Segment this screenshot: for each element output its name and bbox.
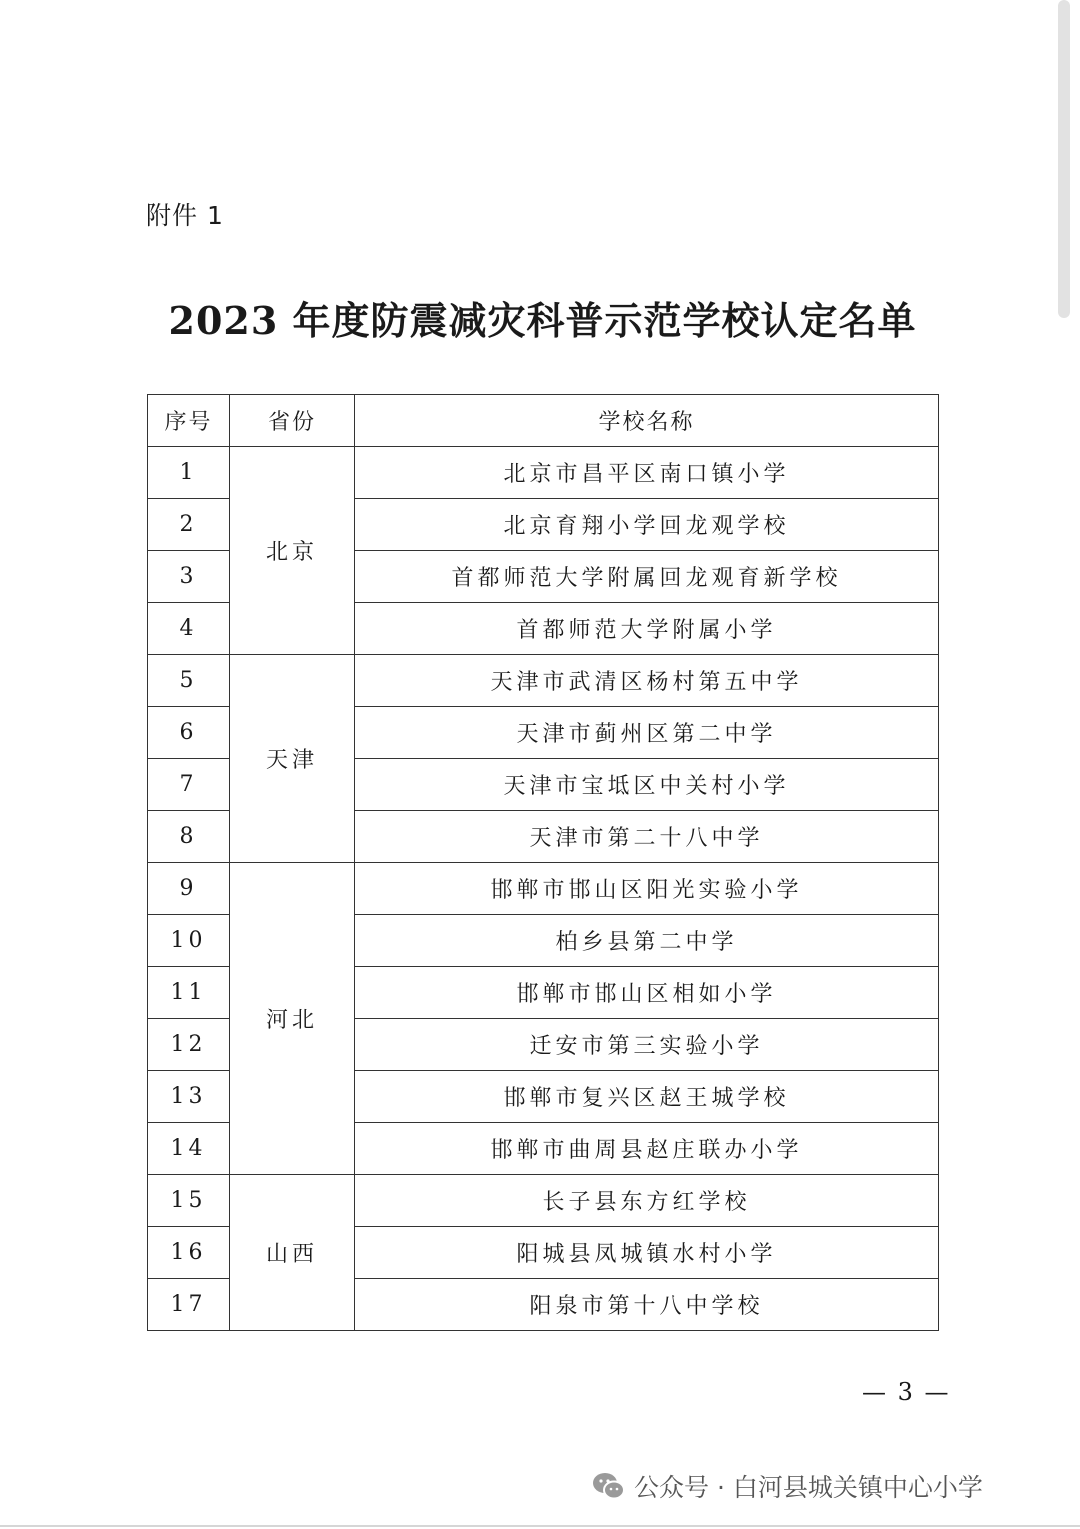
school-name: 北京育翔小学回龙观学校 xyxy=(355,499,939,551)
page-number: — 3 — xyxy=(862,1378,951,1406)
row-number: 16 xyxy=(148,1227,230,1279)
row-number: 10 xyxy=(148,915,230,967)
school-name: 阳泉市第十八中学校 xyxy=(355,1279,939,1331)
school-name: 阳城县凤城镇水村小学 xyxy=(355,1227,939,1279)
row-number: 13 xyxy=(148,1071,230,1123)
row-number: 11 xyxy=(148,967,230,1019)
table-row xyxy=(148,1175,939,1227)
row-number: 8 xyxy=(148,811,230,863)
province-cell: 天津 xyxy=(230,655,355,863)
table-header-row xyxy=(148,395,939,447)
row-number: 5 xyxy=(148,655,230,707)
table-row xyxy=(148,655,939,707)
province-cell: 北京 xyxy=(230,447,355,655)
school-name: 北京市昌平区南口镇小学 xyxy=(355,447,939,499)
province-cell: 山西 xyxy=(230,1175,355,1331)
row-number: 15 xyxy=(148,1175,230,1227)
document-title: 2023 年度防震减灾科普示范学校认定名单 xyxy=(168,298,917,343)
school-name: 天津市宝坻区中关村小学 xyxy=(355,759,939,811)
row-number: 2 xyxy=(148,499,230,551)
school-name: 迁安市第三实验小学 xyxy=(355,1019,939,1071)
row-number: 4 xyxy=(148,603,230,655)
table-body xyxy=(148,447,939,1331)
row-number: 12 xyxy=(148,1019,230,1071)
footer-text: 公众号 · 白河县城关镇中心小学 xyxy=(634,1473,983,1502)
school-list-table xyxy=(147,394,939,1331)
header-school: 学校名称 xyxy=(355,395,939,447)
bottom-divider xyxy=(0,1525,1080,1527)
row-number: 17 xyxy=(148,1279,230,1331)
school-name: 天津市武清区杨村第五中学 xyxy=(355,655,939,707)
table-row xyxy=(148,863,939,915)
school-name: 天津市第二十八中学 xyxy=(355,811,939,863)
school-name: 邯郸市复兴区赵王城学校 xyxy=(355,1071,939,1123)
row-number: 1 xyxy=(148,447,230,499)
header-no: 序号 xyxy=(148,395,230,447)
school-name: 天津市蓟州区第二中学 xyxy=(355,707,939,759)
school-name: 邯郸市邯山区阳光实验小学 xyxy=(355,863,939,915)
table-row xyxy=(148,447,939,499)
footer-source xyxy=(592,1468,983,1504)
school-name: 长子县东方红学校 xyxy=(355,1175,939,1227)
school-name: 柏乡县第二中学 xyxy=(355,915,939,967)
school-name: 邯郸市曲周县赵庄联办小学 xyxy=(355,1123,939,1175)
school-name: 首都师范大学附属回龙观育新学校 xyxy=(355,551,939,603)
row-number: 14 xyxy=(148,1123,230,1175)
school-name: 邯郸市邯山区相如小学 xyxy=(355,967,939,1019)
wechat-icon xyxy=(592,1471,626,1501)
attachment-label: 附件 1 xyxy=(146,201,224,230)
scrollbar-thumb[interactable] xyxy=(1058,0,1070,318)
school-name: 首都师范大学附属小学 xyxy=(355,603,939,655)
province-cell: 河北 xyxy=(230,863,355,1175)
row-number: 3 xyxy=(148,551,230,603)
header-province: 省份 xyxy=(230,395,355,447)
row-number: 9 xyxy=(148,863,230,915)
row-number: 6 xyxy=(148,707,230,759)
row-number: 7 xyxy=(148,759,230,811)
